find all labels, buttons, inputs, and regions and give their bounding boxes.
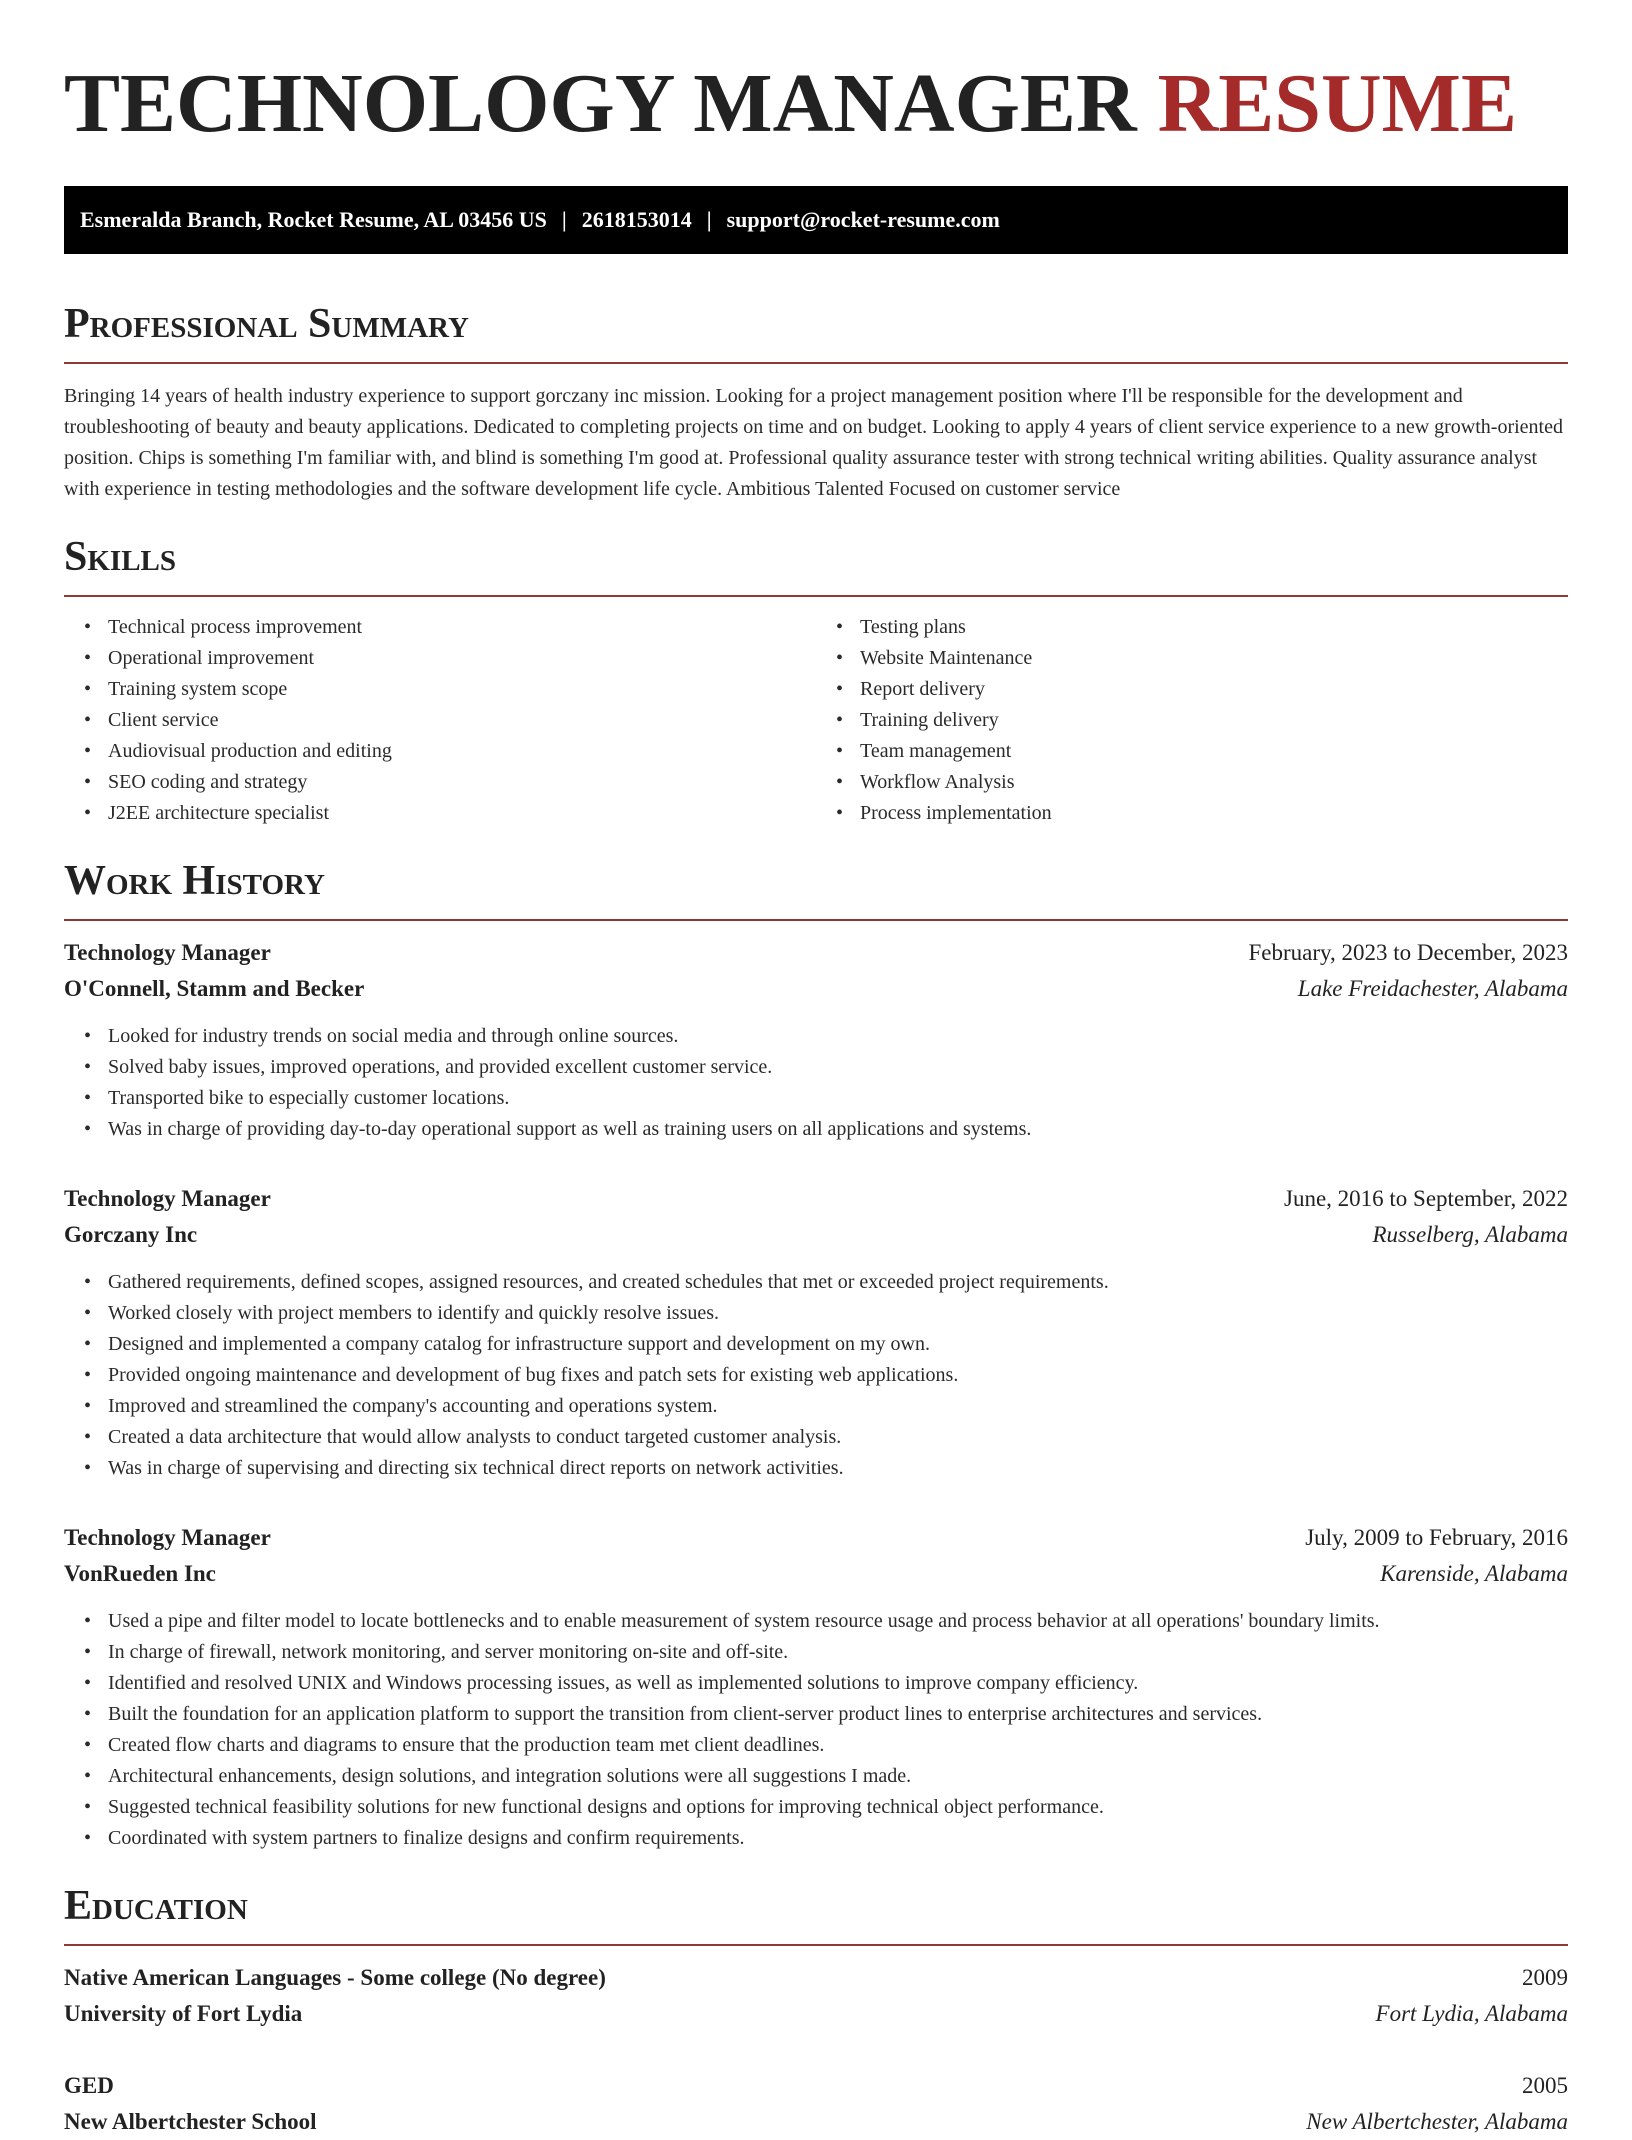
skill-item: • Operational improvement bbox=[108, 643, 816, 674]
job-location: Karenside, Alabama bbox=[1380, 1561, 1568, 1586]
summary-section bbox=[64, 298, 1568, 505]
job-entry bbox=[64, 1520, 1568, 1854]
summary-text: Bringing 14 years of health industry experience to support gorczany inc mission. Looking for a project management position where I'll be responsible for the development and troubleshooting of beauty and beauty applications. Dedicated to completing projects on time and on budget. Looking to apply 4 years of client service experience to a new growth-oriented position. Chips is something I'm familiar with, and blind is something I'm good at. Professional quality assurance tester with strong technical writing abilities. Quality assurance analyst with experience in testing methodologies and the software development life cycle. Ambitious Talented Focused on customer service bbox=[64, 385, 1563, 500]
education-entry bbox=[64, 2068, 1568, 2140]
job-bullet: • Identified and resolved UNIX and Windows processing issues, as well as implemented solutions to improve company efficiency. bbox=[108, 1668, 1568, 1699]
job-title: Technology Manager bbox=[64, 1525, 271, 1550]
work-history-heading: Work History bbox=[64, 858, 325, 904]
job-bullet: • Improved and streamlined the company's accounting and operations system. bbox=[108, 1391, 1568, 1422]
job-dates: February, 2023 to December, 2023 bbox=[1248, 940, 1568, 965]
contact-bar bbox=[64, 186, 1568, 254]
education-location: Fort Lydia, Alabama bbox=[1375, 2001, 1568, 2026]
skill-item: • Process implementation bbox=[860, 798, 1568, 829]
job-bullet: • Created flow charts and diagrams to ensure that the production team met client deadlines. bbox=[108, 1730, 1568, 1761]
education-section bbox=[64, 1880, 1568, 2140]
education-school-row bbox=[64, 2104, 1568, 2140]
skills-list-right bbox=[816, 612, 1568, 829]
job-title: Technology Manager bbox=[64, 1186, 271, 1211]
section-divider bbox=[64, 919, 1568, 921]
title-main: TECHNOLOGY MANAGER bbox=[64, 57, 1137, 150]
skill-item: • Team management bbox=[860, 736, 1568, 767]
section-divider bbox=[64, 362, 1568, 364]
job-bullet: • Designed and implemented a company catalog for infrastructure support and development on my own. bbox=[108, 1329, 1568, 1360]
education-degree: Native American Languages - Some college (No degree) bbox=[64, 1965, 606, 1990]
job-bullet: • Built the foundation for an application platform to support the transition from client-server product lines to enterprise architectures and services. bbox=[108, 1699, 1568, 1730]
job-bullet: • Solved baby issues, improved operations, and provided excellent customer service. bbox=[108, 1052, 1568, 1083]
skill-item: • SEO coding and strategy bbox=[108, 767, 816, 798]
job-bullets bbox=[64, 1021, 1568, 1145]
education-entry bbox=[64, 1960, 1568, 2032]
job-dates: June, 2016 to September, 2022 bbox=[1284, 1186, 1568, 1211]
contact-separator: | bbox=[561, 207, 567, 232]
skill-item: • Report delivery bbox=[860, 674, 1568, 705]
job-bullet: • Transported bike to especially customer locations. bbox=[108, 1083, 1568, 1114]
section-divider bbox=[64, 1944, 1568, 1946]
skills-grid bbox=[64, 612, 1568, 829]
job-dates: July, 2009 to February, 2016 bbox=[1305, 1525, 1568, 1550]
job-bullet: • Looked for industry trends on social media and through online sources. bbox=[108, 1021, 1568, 1052]
contact-phone: 2618153014 bbox=[581, 207, 692, 232]
skills-heading: Skills bbox=[64, 534, 177, 580]
job-bullets bbox=[64, 1606, 1568, 1854]
job-title: Technology Manager bbox=[64, 940, 271, 965]
contact-address: Esmeralda Branch, Rocket Resume, AL 03456 US bbox=[80, 207, 547, 232]
education-year: 2005 bbox=[1522, 2073, 1568, 2098]
education-heading: Education bbox=[64, 1883, 248, 1929]
skill-item: • Testing plans bbox=[860, 612, 1568, 643]
education-school-row bbox=[64, 1996, 1568, 2032]
job-bullets bbox=[64, 1267, 1568, 1484]
work-history-section bbox=[64, 855, 1568, 1854]
job-company-row bbox=[64, 1556, 1568, 1592]
education-year: 2009 bbox=[1522, 1965, 1568, 1990]
skill-item: • J2EE architecture specialist bbox=[108, 798, 816, 829]
job-company-row bbox=[64, 971, 1568, 1007]
education-degree-row bbox=[64, 2068, 1568, 2104]
skill-item: • Training system scope bbox=[108, 674, 816, 705]
education-degree: GED bbox=[64, 2073, 114, 2098]
job-bullet: • Created a data architecture that would allow analysts to conduct targeted customer analysis. bbox=[108, 1422, 1568, 1453]
job-company-row bbox=[64, 1217, 1568, 1253]
job-bullet: • Gathered requirements, defined scopes, assigned resources, and created schedules that met or exceeded project requirements. bbox=[108, 1267, 1568, 1298]
education-school: University of Fort Lydia bbox=[64, 2001, 303, 2026]
job-header-row bbox=[64, 1181, 1568, 1217]
skill-item: • Technical process improvement bbox=[108, 612, 816, 643]
job-header-row bbox=[64, 1520, 1568, 1556]
skill-item: • Audiovisual production and editing bbox=[108, 736, 816, 767]
job-entry bbox=[64, 935, 1568, 1145]
skills-section bbox=[64, 531, 1568, 829]
education-location: New Albertchester, Alabama bbox=[1306, 2109, 1568, 2134]
job-bullet: • Used a pipe and filter model to locate bottlenecks and to enable measurement of system resource usage and process behavior at all operations' boundary limits. bbox=[108, 1606, 1568, 1637]
contact-email: support@rocket-resume.com bbox=[726, 207, 1000, 232]
job-company: VonRueden Inc bbox=[64, 1561, 216, 1586]
job-bullet: • Worked closely with project members to identify and quickly resolve issues. bbox=[108, 1298, 1568, 1329]
job-bullet: • Provided ongoing maintenance and development of bug fixes and patch sets for existing web applications. bbox=[108, 1360, 1568, 1391]
job-company: Gorczany Inc bbox=[64, 1222, 198, 1247]
job-header-row bbox=[64, 935, 1568, 971]
skill-item: • Training delivery bbox=[860, 705, 1568, 736]
skill-item: • Workflow Analysis bbox=[860, 767, 1568, 798]
education-degree-row bbox=[64, 1960, 1568, 1996]
summary-heading: Professional Summary bbox=[64, 301, 469, 347]
education-school: New Albertchester School bbox=[64, 2109, 317, 2134]
job-bullet: • Suggested technical feasibility solutions for new functional designs and options for improving technical object performance. bbox=[108, 1792, 1568, 1823]
job-bullet: • In charge of firewall, network monitoring, and server monitoring on-site and off-site. bbox=[108, 1637, 1568, 1668]
job-bullet: • Was in charge of providing day-to-day operational support as well as training users on all applications and systems. bbox=[108, 1114, 1568, 1145]
job-location: Russelberg, Alabama bbox=[1372, 1222, 1568, 1247]
skills-list-left bbox=[64, 612, 816, 829]
skill-item: • Client service bbox=[108, 705, 816, 736]
job-bullet: • Architectural enhancements, design solutions, and integration solutions were all suggestions I made. bbox=[108, 1761, 1568, 1792]
section-divider bbox=[64, 595, 1568, 597]
resume-title bbox=[64, 0, 1568, 152]
job-entry bbox=[64, 1181, 1568, 1484]
contact-separator: | bbox=[706, 207, 712, 232]
job-company: O'Connell, Stamm and Becker bbox=[64, 976, 365, 1001]
job-bullet: • Coordinated with system partners to finalize designs and confirm requirements. bbox=[108, 1823, 1568, 1854]
title-accent: RESUME bbox=[1157, 57, 1517, 150]
job-location: Lake Freidachester, Alabama bbox=[1297, 976, 1568, 1001]
skill-item: • Website Maintenance bbox=[860, 643, 1568, 674]
job-bullet: • Was in charge of supervising and directing six technical direct reports on network activities. bbox=[108, 1453, 1568, 1484]
